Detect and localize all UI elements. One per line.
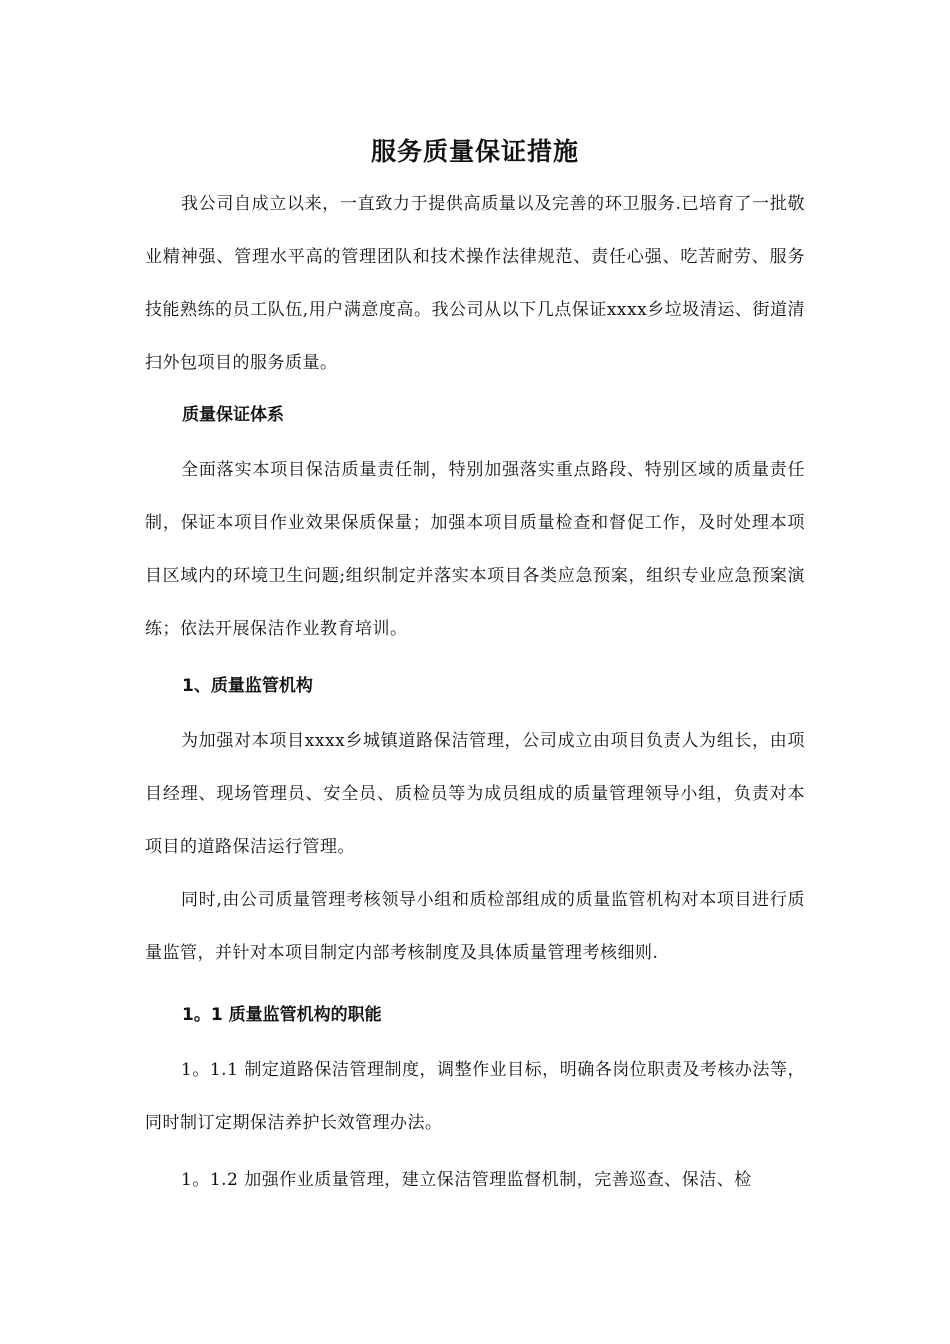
section-1-1-item-2: 1。1.2 加强作业质量管理，建立保洁管理监督机制，完善巡查、保洁、检: [181, 1170, 752, 1190]
document-title: 服务质量保证措施: [370, 137, 579, 166]
section-1-1-item-1: 1。1.1 制定道路保洁管理制度，调整作业目标，明确各岗位职责及考核办法等，同时制订定期保洁养护长效管理办法。: [145, 1060, 805, 1133]
section-heading-quality-system: 质量保证体系: [182, 405, 284, 425]
section-1-paragraph-2: 同时,由公司质量管理考核领导小组和质检部组成的质量监管机构对本项目进行质量监管，并针对本项目制定内部考核制度及具体质量管理考核细则.: [145, 890, 805, 963]
section-heading-1: 1、质量监管机构: [182, 676, 313, 696]
quality-system-paragraph: 全面落实本项目保洁质量责任制，特别加强落实重点路段、特别区域的质量责任制，保证本项目作业效果保质保量；加强本项目质量检查和督促工作，及时处理本项目区域内的环境卫生问题;组织制定并落实本项目各类应急预案，组织专业应急预案演练；依法开展保洁作业教育培训。: [145, 460, 805, 639]
section-heading-1-1: 1。1 质量监管机构的职能: [182, 1005, 382, 1025]
intro-paragraph: 我公司自成立以来，一直致力于提供高质量以及完善的环卫服务.已培育了一批敬业精神强、管理水平高的管理团队和技术操作法律规范、责任心强、吃苦耐劳、服务技能熟练的员工队伍,用户满意度高。我公司从以下几点保证xxxx乡垃圾清运、街道清扫外包项目的服务质量。: [145, 194, 805, 373]
section-1-paragraph-1: 为加强对本项目xxxx乡城镇道路保洁管理，公司成立由项目负责人为组长，由项目经理、现场管理员、安全员、质检员等为成员组成的质量管理领导小组，负责对本项目的道路保洁运行管理。: [145, 731, 805, 857]
